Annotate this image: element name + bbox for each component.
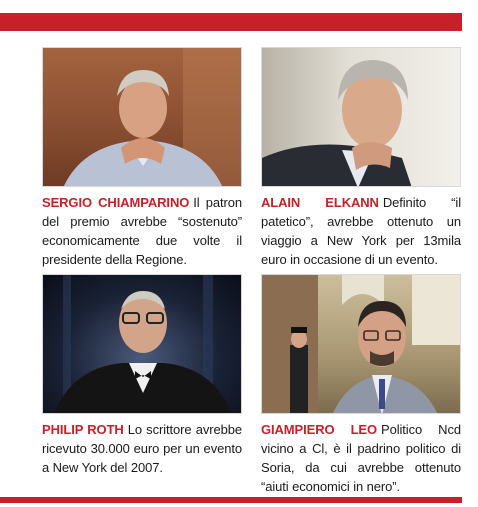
portrait-roth [43,275,242,414]
photo-elkann [261,47,461,187]
person-name: PHILIP ROTH [42,422,124,437]
bottom-red-rule [0,497,462,503]
card-roth [42,274,242,477]
caption-text: Lo scrittore avrebbe ricevuto 30.000 euro per un evento a New York del 2007. [42,422,242,475]
top-red-rule [0,13,462,31]
person-name: ALAIN ELKANN [261,195,379,210]
caption-text: Il patron del premio avrebbe “sostenuto” economicamente due volte il presidente della Regione. [42,195,242,267]
card-elkann [261,47,461,269]
card-chiamparino [42,47,242,269]
card-leo [261,274,461,496]
portrait-chiamparino [43,48,242,187]
caption-roth [42,420,242,477]
caption-text: Definito “il patetico”, avrebbe ottenuto un viaggio a New York per 13mila euro in occasione di un evento. [261,195,461,267]
portrait-elkann [262,48,461,187]
person-name: SERGIO CHIAMPARINO [42,195,190,210]
photo-leo [261,274,461,414]
photo-chiamparino [42,47,242,187]
photo-roth [42,274,242,414]
person-name: GIAMPIERO LEO [261,422,377,437]
caption-text: Politico Ncd vicino a Cl, è il padrino politico di Soria, da cui avrebbe ottenuto “aiuti economici in nero”. [261,422,461,494]
portrait-leo [262,275,461,414]
caption-chiamparino [42,193,242,269]
caption-leo [261,420,461,496]
caption-elkann [261,193,461,269]
